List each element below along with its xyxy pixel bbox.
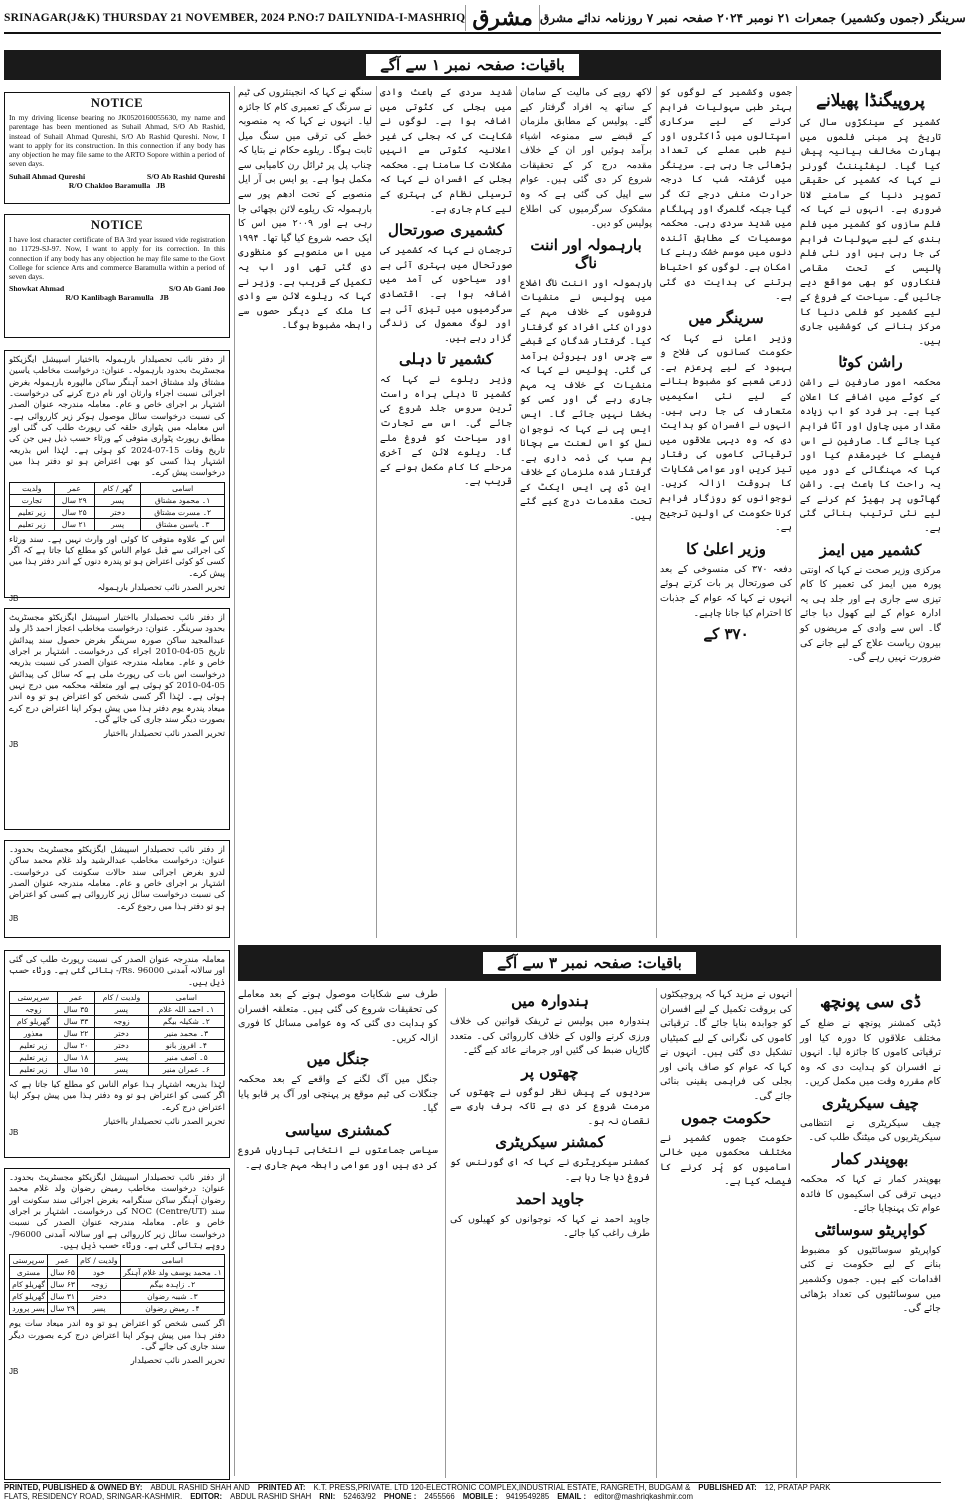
article-body: کمشنر سیکریٹری نے کہا کہ ای گورننس کو فروغ دیا جا رہا ہے۔ <box>450 1157 650 1184</box>
column-rule <box>656 988 657 1478</box>
article-headline: پروپیگنڈا پھیلانے <box>816 91 925 111</box>
table-row <box>10 1267 225 1279</box>
column-rule <box>445 988 446 1478</box>
table-cell: ۲۱ سال <box>54 518 94 530</box>
table-cell: ۵۔ آصف منیر <box>148 1052 224 1064</box>
article-body: مرکزی وزیر صحت نے کہا کہ اونتی پورہ میں ایمز کی تعمیر کا کام تیزی سے جاری ہے اور جلد ہی یہ ادارہ عوام کے لیے کھول دیا جائے گا۔ اس سے وادی کے مریضوں کو بیرون ریاست علاج کے لیے جانے کی ضرورت نہیں رہے گی۔ <box>800 564 941 664</box>
table-row <box>10 1016 225 1028</box>
article-body: کواپریٹو سوسائٹیوں کو مضبوط بنانے کے لیے حکومت نے کئی اقدامات کیے ہیں۔ جموں وکشمیر میں سوسائٹیوں کی تعداد بڑھائی جائے گی۔ <box>800 1244 941 1315</box>
table-cell: ۴۔ رمیض رضوان <box>120 1303 224 1315</box>
article-headline: وزیر اعلیٰ کا <box>686 539 766 558</box>
notice-title: NOTICE <box>90 218 144 232</box>
signatory-address: R/O Chakloo Baramulla <box>68 180 151 190</box>
table-row <box>10 1004 225 1016</box>
article-headline: ڈی سی پونچھ <box>819 992 922 1012</box>
article-body: وزیر ریلوے نے کہا کہ کشمیر تا دہلی براہ راست ٹرین سروس جلد شروع کی جائے گی۔ اس سے تجارت اور سیاحت کو فروغ ملے گا۔ ریلوے لائن کے آخری مرحلے کا کام مکمل ہونے کے قریب ہے۔ <box>380 374 512 488</box>
table-row <box>10 506 225 518</box>
table-cell: پسر <box>95 1004 149 1016</box>
table-cell: ۳۔ یاسین مشتاق <box>141 518 225 530</box>
article-body: جاوید احمد نے کہا کہ نوجوانوں کو کھیلوں کی طرف راغب کیا جائے۔ <box>450 1213 650 1240</box>
table-cell: ۲۵ سال <box>54 506 94 518</box>
table-row <box>10 1052 225 1064</box>
column-rule <box>796 86 797 938</box>
column-rule <box>234 86 235 1476</box>
imprint-value: K.T. PRESS,PRIVATE. LTD 120-ELECTRONIC COMPLEX,INDUSTRIAL ESTATE, RANGRETH, BUDGAM & <box>313 1483 691 1492</box>
article-headline: جنگل میں <box>306 1050 370 1069</box>
legal-notice-sign: تحریر الصدر نائب تحصیلدار <box>130 1355 225 1366</box>
article-body: جنگل میں آگ لگنے کے واقعے کے بعد محکمہ جنگلات کی ٹیم موقع پر پہنچی اور آگ پر قابو پایا گیا۔ <box>238 1074 438 1115</box>
table-cell: پسر پرورد <box>10 1303 48 1315</box>
article-body: دفعہ ۳۷۰ کی منسوخی کے بعد کی صورتحال پر بات کرتے ہوئے انہوں نے کہا کہ عوام کے جذبات کا احترام کیا جانا چاہیے۔ <box>660 563 792 619</box>
table-cell: خود <box>78 1267 121 1279</box>
table-cell: سرپرستی <box>10 1255 48 1267</box>
table-cell: ۱۔ احمد اللہ غلام <box>148 1004 224 1016</box>
article-body: چیف سیکریٹری نے انتظامی سیکریٹریوں کی میٹنگ طلب کی۔ <box>800 1117 941 1144</box>
article-headline: جاوید احمد <box>515 1189 585 1208</box>
article-body: سنگھ نے کہا کہ انجینئروں کی ٹیم نے سرنگ کے تعمیری کام کا جائزہ لیا۔ انہوں نے کہا کہ یہ منصوبہ خطے کی ترقی میں سنگ میل ثابت ہوگا۔ ریلوے حکام نے بتایا کہ چناب پل پر ٹرائل رن کامیابی سے مکمل ہوا ہے۔ یو ایس بی آر ایل منصوبے کے تحت ادھم پور سے بارہمولہ تک ریلوے لائن بچھائی جا رہی ہے اور ۲۰۰۹ میں اس کا ایک حصہ شروع کیا گیا تھا۔ ۱۹۹۴ میں اس منصوبے کو منظوری دی گئی تھی اور اب یہ تکمیل کے قریب ہے۔ وزیر نے کہا کہ ریلوے لائن سے وادی کا ملک کے دیگر حصوں سے رابطہ مضبوط ہوگا۔ <box>238 87 372 332</box>
legal-notice-2 <box>4 608 230 830</box>
ad-code: JB <box>9 1128 19 1138</box>
notice-title: NOTICE <box>90 96 144 110</box>
table-cell: ۳۔ محمد منیر <box>148 1028 224 1040</box>
notice-address <box>9 181 225 190</box>
bottom-column-2 <box>660 988 792 1478</box>
signatory-name: Suhail Ahmad Qureshi <box>9 171 86 181</box>
table-cell: زیر تعلیم <box>10 1064 58 1076</box>
table-cell: ۱۸ سال <box>57 1052 94 1064</box>
banner-title: باقیات: صفحہ نمبر ۳ سے آگے <box>483 952 696 974</box>
table-row <box>10 482 225 494</box>
table-cell: ۱۵ سال <box>57 1064 94 1076</box>
article-body: انہوں نے مزید کہا کہ پروجیکٹوں کی بروقت تکمیل کے لیے افسران کو جوابدہ بنایا جائے گا۔ ترقیاتی کاموں کی نگرانی کے لیے کمیٹیاں تشکیل دی گئی ہیں۔ انہوں نے کہا کہ عوام کو صاف پانی اور بجلی کی فراہمی یقینی بنائی جائے گی۔ <box>660 989 792 1103</box>
news-column-5 <box>238 86 372 938</box>
table-cell: پسر <box>94 494 140 506</box>
table-row <box>10 1279 225 1291</box>
table-cell: پسر <box>94 518 140 530</box>
legal-notice-5 <box>4 1168 230 1480</box>
article-headline: کشمیری صورتحال <box>387 221 504 240</box>
ad-code: JB <box>9 914 19 924</box>
table-row <box>10 1064 225 1076</box>
article-body: شدید سردی کے باعث وادی میں بجلی کی کٹوتی میں اضافہ ہوا ہے۔ لوگوں نے شکایت کی کہ بجلی کی غیر اعلانیہ کٹوتی سے انہیں مشکلات کا سامنا ہے۔ محکمہ بجلی کے افسران نے کہا کہ ترسیلی نظام کی بہتری کے لیے کام جاری ہے۔ <box>380 87 512 215</box>
article-headline: ہندوارہ میں <box>511 992 589 1010</box>
imprint-value: ABDUL RASHID SHAH AND <box>150 1483 250 1492</box>
article-headline: بھوپندر کمار <box>832 1150 909 1169</box>
article-headline: بارہمولہ اور اننت ناگ <box>530 235 642 272</box>
imprint-label: EMAIL : <box>557 1492 587 1502</box>
legal-notice-1 <box>4 350 230 604</box>
ad-code: JB <box>9 594 19 604</box>
imprint-label: PUBLISHED AT: <box>698 1483 757 1492</box>
news-column-1 <box>800 86 941 938</box>
article-body: سیاسی جماعتوں نے انتخابی تیاریاں شروع کر دی ہیں اور عوامی رابطہ مہم جاری ہے۔ <box>238 1145 438 1171</box>
newspaper-logo: مشرق <box>465 5 540 31</box>
imprint-value: 2455566 <box>424 1492 455 1502</box>
imprint-value: 12, PRATAP PARK <box>764 1483 831 1492</box>
legal-notice-extra: لہٰذا بذریعہ اشتہار ہذا عوام الناس کو مطلع کیا جاتا ہے کہ اگر کسی کو اعتراض ہو تو وہ دفتر ہذا میں پیش ہوکر اپنا اعتراض درج کرے۔ <box>9 1079 225 1112</box>
imprint-label: MOBILE : <box>462 1492 498 1502</box>
article-body: طرف سے شکایات موصول ہونے کے بعد معاملے کی تحقیقات شروع کی گئی ہیں۔ متعلقہ افسران کو ہدایت دی گئی کہ وہ عوامی مسائل کا فوری ازالہ کریں۔ <box>238 989 438 1044</box>
legal-notice-sign: تحریر الصدر نائب تحصیلدار بارہمولہ <box>97 582 225 593</box>
table-cell: ولدیت / کام <box>78 1255 121 1267</box>
table-cell: زوجہ <box>78 1279 121 1291</box>
masthead-dateline-english: SRINAGAR(J&K) THURSDAY 21 NOVEMBER, 2024 P.NO:7 DAILYNIDA-I-MASHRIQ <box>4 12 466 24</box>
table-cell: پسر <box>95 1064 149 1076</box>
notice-driving-license <box>4 92 230 204</box>
imprint-line-2 <box>4 1492 941 1501</box>
table-cell: زیر تعلیم <box>10 1052 58 1064</box>
table-cell: مستری <box>10 1267 48 1279</box>
notice-signature <box>9 172 225 181</box>
masthead <box>4 4 966 34</box>
article-body: بارہمولہ اور اننت ناگ اضلاع میں پولیس نے منشیات فروشوں کے خلاف مہم کے دوران کئی افراد کو گرفتار کیا۔ گرفتار شدگان کے قبضے سے چرس اور ہیروئن برآمد کی گئی۔ پولیس نے کہا کہ منشیات کے خلاف یہ مہم جاری رہے گی اور کسی کو بخشا نہیں جائے گا۔ ایس ایس پی نے کہا کہ نوجوان نسل کو اس لعنت سے بچانا ہم سب کی ذمہ داری ہے۔ گرفتار شدہ ملزمان کے خلاف این ڈی پی ایس ایکٹ کے تحت مقدمات درج کیے گئے ہیں۔ <box>520 277 652 523</box>
table-cell: دختر <box>95 1040 149 1052</box>
table-cell: ۲۹ سال <box>48 1303 78 1315</box>
legal-notice-4 <box>4 950 230 1158</box>
ad-code: JB <box>156 180 166 190</box>
column-rule <box>796 988 797 1478</box>
table-cell: ۲۔ شکیلہ بیگم <box>148 1016 224 1028</box>
article-headline: سرینگر میں <box>688 308 764 327</box>
table-row <box>10 1040 225 1052</box>
legal-notice-sign: تحریر الصدر نائب تحصیلدار بااختیار <box>103 1116 225 1127</box>
table-cell: ۲۔ زاہدہ بیگم <box>120 1279 224 1291</box>
legal-notice-extra: اس کے علاوہ متوفی کا کوئی اور وارث نہیں ہے۔ سند ورثاء کی اجرائی سے قبل عوام الناس کو مطلع کیا جاتا ہے کہ اگر کسی کو کوئی اعتراض ہو تو پندرہ دنوں کے اندر دفتر ہذا میں پیش کرے۔ <box>9 533 225 578</box>
table-cell: ۲۔ مسرت مشتاق <box>141 506 225 518</box>
imprint-label: PRINTED AT: <box>257 1483 306 1492</box>
article-body: سردیوں کے پیش نظر لوگوں نے چھتوں کی مرمت شروع کر دی ہے تاکہ برف باری سے نقصان نہ ہو۔ <box>450 1086 650 1127</box>
notice-body: In my driving license bearing no JK0520160055630, my name and parentage has been mentioned as Suhail Ahmad, S/O Ab Rashid, instead of Suhail Ahmad Qureshi, S/O Ab Rashid Qureshi. Now, I want to apply for its construction. In this connection if any body has any objection he may file same to the ARTO Sopore within a period of seven days. <box>9 113 225 169</box>
heirs-table <box>9 991 225 1076</box>
imprint-label: PRINTED, PUBLISHED & OWNED BY: <box>4 1483 143 1492</box>
notice-lost-certificate <box>4 214 230 338</box>
table-cell: سرپرستی <box>10 992 58 1004</box>
table-cell: ۳۵ سال <box>57 1004 94 1016</box>
legal-notice-extra: اگر کسی شخص کو اعتراض ہو تو وہ اندر میعاد سات یوم دفتر ہذا میں پیش ہوکر اپنا اعتراض درج کرے بصورت دیگر سند جاری کی جائے گی۔ <box>9 1318 225 1352</box>
article-body: حکومت جموں کشمیر نے مختلف محکموں میں خالی اسامیوں کو پُر کرنے کا فیصلہ کیا ہے۔ <box>660 1132 792 1188</box>
bottom-column-4 <box>238 988 438 1478</box>
legal-notice-body: از دفتر نائب تحصیلدار بارہمولہ بااختیار اسپیشل ایگزیکٹو مجسٹریٹ بحدود بارہمولہ۔ عنوان: درخواست مخاطب یاسین مشتاق ولد مشتاق احمد آہنگر ساکن مالپورہ بارہمولہ بغرض اجرائی نسبت اجراء وارثان اور نام درج کرنے کی درخواست۔ اشتہار بر اجرای خاص و عام۔ معاملہ مندرجہ عنوان الصدر کی نسبت درخواست سائل موصول ہوکر زیر کارروائی ہے۔ اس معاملہ میں پٹواری حلقہ کی رپورٹ طلب کی گئی اور مطابق رپورٹ پٹواری متوفی کے ورثاء حسب ذیل ہیں جن کی تاریخ وفات 15-07-2024 کو ہوئی ہے۔ لہٰذا اس بذریعہ اشتہار ہذا کسی کو بھی اعتراض ہو تو دفتر ہذا میں درخواست پیش کرے۔ <box>9 354 225 478</box>
table-cell: ۴۔ افروز بانو <box>148 1040 224 1052</box>
heirs-table <box>9 1254 225 1315</box>
banner-title: باقیات: صفحہ نمبر ۱ سے آگے <box>366 54 579 76</box>
imprint-value: FLATS, RESIDENCY ROAD, SRINGAR-KASHMIR. <box>4 1492 183 1502</box>
masthead-dateline-urdu: سرینگر (جموں وکشمیر) جمعرات ۲۱ نومبر ۲۰۲۴ صفحہ نمبر ۷ روزنامہ ندائے مشرق <box>539 11 966 25</box>
news-column-3 <box>520 86 652 938</box>
bottom-column-1 <box>800 988 941 1478</box>
signatory-parentage: S/O Ab Gani Joo <box>168 284 225 294</box>
article-headline: حکومت جموں <box>681 1108 771 1127</box>
table-cell: تجارت <box>10 494 55 506</box>
table-cell: ۲۲ سال <box>57 1028 94 1040</box>
legal-notice-body: از دفتر نائب تحصیلدار اسپیشل ایگزیکٹو مجسٹریٹ بحدود۔ عنوان: درخواست مخاطب عبدالرشید ولد غلام محمد ساکن لدرو بغرض اجرائی سند حالات سکونت کی درخواست۔ اشتہار بر اجرای خاص و عام۔ معاملہ مندرجہ عنوان الصدر کی نسبت درخواست سائل زیر کارروائی ہے کسی کو اعتراض ہو تو دفتر ہذا میں رجوع کرے۔ <box>9 844 225 911</box>
imprint-value: 9419549285 <box>505 1492 550 1502</box>
table-cell: گھر / کام <box>94 482 140 494</box>
table-cell: پسر <box>78 1303 121 1315</box>
news-column-2 <box>660 86 792 938</box>
table-row <box>10 992 225 1004</box>
signatory-parentage: S/O Ab Rashid Qureshi <box>146 171 225 181</box>
table-cell: دختر <box>94 506 140 518</box>
table-cell: زوجہ <box>10 1004 58 1016</box>
legal-notice-body: از دفتر نائب تحصیلدار بااختیار اسپیشل ایگزیکٹو مجسٹریٹ بحدود سرینگر۔ عنوان: درخواست مخاطب اعجاز احمد ڈار ولد عبدالمجید ساکن صورہ سرینگر بغرض حصول سند پیدائش تاریخ 05-04-2010 اجراء کی درخواست۔ اشتہار بر اجرای خاص و عام۔ معاملہ مندرجہ عنوان الصدر کی نسبت بذریعہ درخواست اس بات کی رپورٹ ملی ہے کہ سائل کی پیدائش 05-04-2010 کو ہوئی ہے اور متعلقہ محکمہ میں درج نہیں ہوئی ہے۔ لہٰذا اگر کسی شخص کو اعتراض ہو تو وہ اندر میعاد پندرہ یوم دفتر ہذا میں پیش ہوکر اپنا اعتراض درج کرے بصورت دیگر سند جاری کی جائے گی۔ <box>9 612 225 725</box>
article-headline: ۳۷۰ کے <box>703 625 749 644</box>
article-body: بھوپندر کمار نے کہا کہ محکمہ دیہی ترقی کی اسکیموں کا فائدہ عوام تک پہنچایا جائے۔ <box>800 1174 941 1215</box>
table-cell: ۱۔ محمد یوسف ولد غلام آہنگر <box>120 1267 224 1279</box>
ad-code: JB <box>159 293 169 303</box>
table-cell: گھریلو کام <box>10 1291 48 1303</box>
article-headline: کواپریٹو سوسائٹی <box>814 1220 927 1239</box>
table-cell: زیر تعلیم <box>10 506 55 518</box>
notice-body: I have lost character certificate of BA 3rd year issued vide registration no 11729-SJ-97. Now, I want to apply for its correction. In this connection if any body has any objection he may file same to the Govt College for science Arts and commerce Baramulla within a period of seven days. <box>9 235 225 281</box>
table-cell: عمر <box>54 482 94 494</box>
table-cell: ولدیت <box>10 482 55 494</box>
article-body: جموں وکشمیر کے لوگوں کو بہتر طبی سہولیات فراہم کرنے کے لیے سرکاری اسپتالوں میں ڈاکٹروں اور نیم طبی عملے کی تعداد بڑھائی جا رہی ہے۔ سرینگر میں گزشتہ شب کا درجہ حرارت منفی درجے تک گر گیا جبکہ گلمرگ اور پہلگام میں شدید سردی رہی۔ محکمہ موسمیات کے مطابق آئندہ دنوں میں موسم خشک رہنے کا امکان ہے۔ لوگوں کو احتیاط برتنے کی ہدایت دی گئی ہے۔ <box>660 87 792 303</box>
news-column-4 <box>380 86 512 938</box>
legal-notice-body: معاملہ مندرجہ عنوان الصدر کی نسبت رپورٹ طلب کی گئی اور سالانہ آمدنی Rs. 96000/- بتائی گئی ہے۔ ورثاء حسب ذیل ہیں۔ <box>9 954 225 987</box>
continuation-banner-bottom <box>238 945 941 981</box>
continuation-banner-top <box>4 50 941 80</box>
column-rule <box>516 86 517 938</box>
legal-notice-sign: تحریر الصدر نائب تحصیلدار بااختیار <box>103 728 225 739</box>
table-row <box>10 1291 225 1303</box>
table-row <box>10 518 225 530</box>
article-body: وزیر اعلیٰ نے کہا کہ حکومت کسانوں کی فلاح و بہبود کے لیے پرعزم ہے۔ زرعی شعبے کو مضبوط بنانے کے لیے نئی اسکیمیں متعارف کی جا رہی ہیں۔ انہوں نے افسران کو ہدایت دی کہ وہ دیہی علاقوں میں ترقیاتی کاموں کی رفتار تیز کریں اور عوامی شکایات کا بروقت ازالہ کریں۔ نوجوانوں کو روزگار فراہم کرنا حکومت کی اولین ترجیح ہے۔ <box>660 332 792 534</box>
table-cell: اسامی <box>148 992 224 1004</box>
table-cell: ۶۔ عمران منیر <box>148 1064 224 1076</box>
bottom-column-3 <box>450 988 650 1478</box>
imprint-label: PHONE : <box>383 1492 417 1502</box>
table-cell: پسر <box>95 1052 149 1064</box>
imprint-label: EDITOR: <box>190 1492 223 1502</box>
table-cell: ۶۵ سال <box>48 1267 78 1279</box>
table-cell: ۱۔ محمود مشتاق <box>141 494 225 506</box>
imprint-value: editor@mashriqkashmir.com <box>594 1492 693 1502</box>
imprint-value: ABDUL RASHID SHAH <box>230 1492 312 1502</box>
table-cell: زیر تعلیم <box>10 1040 58 1052</box>
table-cell: گھریلو کام <box>10 1279 48 1291</box>
table-cell: اسامی <box>120 1255 224 1267</box>
article-body: ترجمان نے کہا کہ کشمیر کی صورتحال میں بہتری آئی ہے اور سیاحوں کی آمد میں اضافہ ہوا ہے۔ اقتصادی سرگرمیوں میں تیزی آئی ہے اور لوگ معمول کی زندگی گزار رہے ہیں۔ <box>380 245 512 344</box>
table-cell: ۲۹ سال <box>54 494 94 506</box>
article-body: ڈپٹی کمشنر پونچھ نے ضلع کے مختلف علاقوں کا دورہ کیا اور ترقیاتی کاموں کا جائزہ لیا۔ انہوں نے افسران کو ہدایت دی کہ وہ کام مقررہ وقت میں مکمل کریں۔ <box>800 1018 941 1088</box>
imprint-footer <box>4 1482 941 1502</box>
signatory-name: Showkat Ahmad <box>9 284 65 294</box>
signatory-address: R/O Kanlibagh Baramulla <box>65 293 154 303</box>
table-row <box>10 1255 225 1267</box>
table-cell: زوجہ <box>95 1016 149 1028</box>
article-body: محکمہ امور صارفین نے راشن کے کوٹے میں اضافے کا اعلان کیا ہے۔ ہر فرد کو اب زیادہ مقدار میں چاول اور آٹا فراہم کیا جائے گا۔ صارفین نے اس فیصلے کا خیرمقدم کیا اور کہا کہ مہنگائی کے دور میں یہ راحت کا باعث ہے۔ راشن گھاٹوں پر بھیڑ کم کرنے کے لیے نئی ترتیب بنائی گئی ہے۔ <box>800 377 941 535</box>
notice-signature <box>9 284 225 293</box>
heirs-table <box>9 482 225 531</box>
table-cell: ۳۔ شیبہ رضوان <box>120 1291 224 1303</box>
imprint-line-1 <box>4 1483 941 1492</box>
article-headline: کمشنری سیاسی <box>285 1121 391 1140</box>
ad-code: JB <box>9 740 19 750</box>
table-cell: دختر <box>95 1028 149 1040</box>
column-rule <box>656 86 657 938</box>
ad-code: JB <box>9 1367 19 1377</box>
table-cell: ولدیت / کام <box>95 992 149 1004</box>
legal-notice-body: از دفتر نائب تحصیلدار اسپیشل ایگزیکٹو مجسٹریٹ بحدود۔ عنوان: درخواست مخاطب رمیض رضوان ولد غلام محمد رضوان آہنگر ساکن سنگرامہ بغرض اجرائی سند سکونت اور سند NOC (Centre/UT) کی درخواست۔ اشتہار بر اجرای خاص و عام۔ معاملہ مندرجہ عنوان الصدر کی نسبت درخواست سائل زیر کارروائی ہے اور سالانہ آمدنی 96000/- روپے بتائی گئی ہے۔ ورثاء حسب ذیل ہیں۔ <box>9 1172 225 1251</box>
table-cell: دختر <box>78 1291 121 1303</box>
article-body: لاکھ روپے کی مالیت کے سامان کے ساتھ یہ افراد گرفتار کیے گئے۔ پولیس کے مطابق ملزمان کے قبضے سے ممنوعہ اشیاء برآمد ہوئیں اور ان کے خلاف مقدمہ درج کر کے تحقیقات شروع کر دی گئی ہیں۔ عوام سے اپیل کی گئی ہے کہ وہ مشکوک سرگرمیوں کی اطلاع پولیس کو دیں۔ <box>520 87 652 230</box>
table-cell: عمر <box>57 992 94 1004</box>
article-headline: چھتوں پر <box>521 1062 579 1081</box>
article-headline: کشمیر تا دہلی <box>398 350 494 369</box>
table-cell: عمر <box>48 1255 78 1267</box>
article-body: کشمیر کے سینکڑوں سال کی تاریخ پر مبنی فلموں میں بھارت مخالف بیانیہ پیش کیا گیا۔ لیفٹیننٹ گورنر نے کہا کہ کشمیر کی حقیقی تصویر دنیا کے سامنے لانا ضروری ہے۔ انہوں نے کہا کہ فلم سازوں کو کشمیر میں فلم بندی کے لیے سہولیات فراہم کی جا رہی ہیں اور نئی فلم پالیسی کے تحت مقامی فنکاروں کو بھی مواقع دیے جائیں گے۔ سیاحت کے فروغ کے لیے کشمیر کو فلمی دنیا کا مرکز بنانے کی کوششیں جاری ہیں۔ <box>800 117 941 347</box>
table-cell: ۳۱ سال <box>48 1291 78 1303</box>
notice-address <box>9 293 225 302</box>
table-cell: زیر تعلیم <box>10 518 55 530</box>
column-rule <box>376 86 377 938</box>
article-headline: راشن کوٹا <box>838 353 903 372</box>
table-cell: گھریلو کام <box>10 1016 58 1028</box>
table-row <box>10 1303 225 1315</box>
article-headline: چیف سیکریٹری <box>822 1093 919 1112</box>
imprint-label: RNI: <box>319 1492 336 1502</box>
article-headline: کشمیر میں ایمز <box>819 540 922 559</box>
table-cell: ۶۳ سال <box>48 1279 78 1291</box>
table-cell: معذور <box>10 1028 58 1040</box>
table-cell: ۳۳ سال <box>57 1016 94 1028</box>
table-cell: ۲۰ سال <box>57 1040 94 1052</box>
article-body: ہندوارہ میں پولیس نے ٹریفک قوانین کی خلاف ورزی کرنے والوں کے خلاف کارروائی کی۔ متعدد گاڑیاں ضبط کی گئیں اور جرمانے عائد کیے گئے۔ <box>450 1016 650 1057</box>
table-cell: اسامی <box>141 482 225 494</box>
table-row <box>10 1028 225 1040</box>
imprint-value: 52463/92 <box>343 1492 376 1502</box>
legal-notice-3 <box>4 840 230 938</box>
table-row <box>10 494 225 506</box>
article-headline: کمشنر سیکریٹری <box>495 1133 605 1152</box>
